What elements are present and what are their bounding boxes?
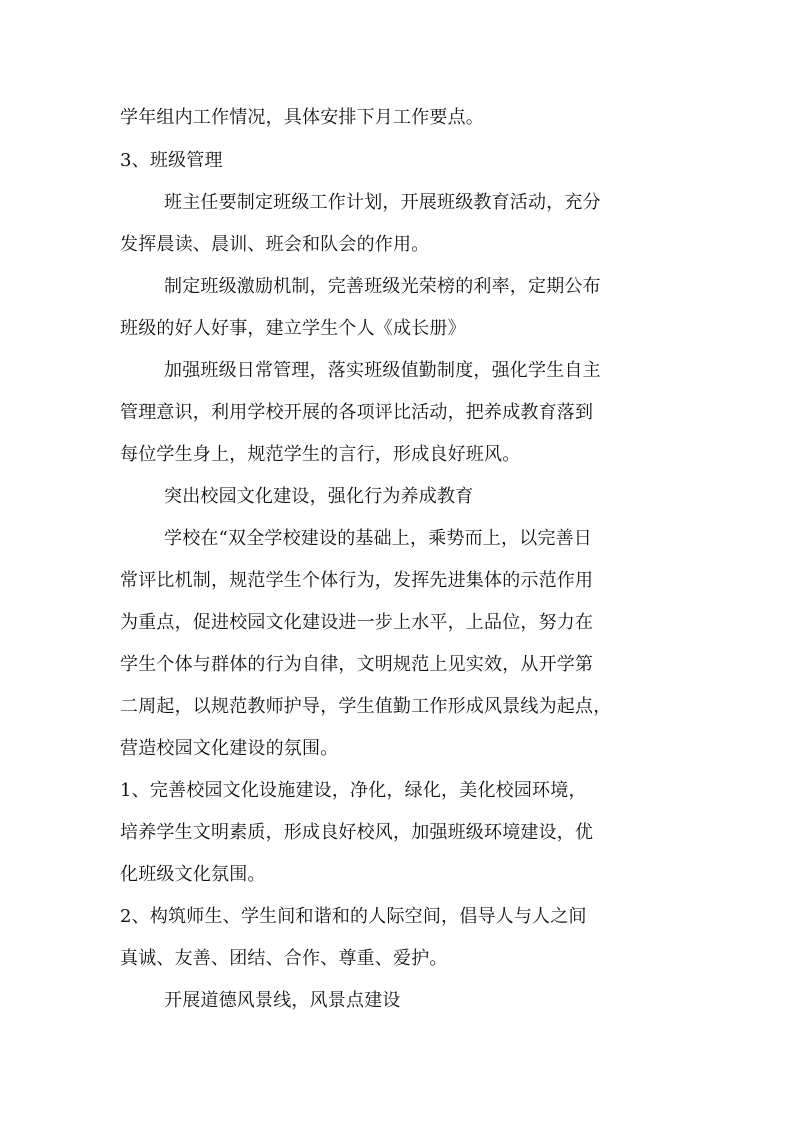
text-line: 化班级文化氛围。: [120, 864, 266, 885]
text-line: 为重点，促进校园文化建设进一步上水平，上品位，努力在: [120, 612, 594, 633]
text-line: 二周起，以规范教师护导，学生值勤工作形成风景线为起点，: [120, 696, 612, 717]
section-heading: 开展道德风景线，风景点建设: [164, 990, 401, 1011]
text-line: 真诚、友善、团结、合作、尊重、爱护。: [120, 948, 448, 969]
text-line: 每位学生身上，规范学生的言行，形成良好班风。: [120, 444, 521, 465]
section-heading: 3、班级管理: [120, 150, 223, 171]
text-line: 营造校园文化建设的氛围。: [120, 738, 339, 759]
text-line: 学年组内工作情况，具体安排下月工作要点。: [120, 107, 484, 128]
text-line: 常评比机制，规范学生个体行为，发挥先进集体的示范作用: [120, 570, 594, 591]
text-line: 学生个体与群体的行为自律，文明规范上见实效，从开学第: [120, 654, 594, 675]
text-line: 2、构筑师生、学生间和谐和的人际空间，倡导人与人之间: [120, 906, 587, 927]
section-heading: 突出校园文化建设，强化行为养成教育: [164, 486, 474, 507]
text-line: 学校在“双全学校建设的基础上，乘势而上，以完善日: [164, 528, 592, 549]
text-line: 培养学生文明素质，形成良好校风，加强班级环境建设，优: [120, 822, 594, 843]
text-line: 班级的好人好事，建立学生个人《成长册》: [120, 318, 466, 339]
text-line: 班主任要制定班级工作计划，开展班级教育活动，充分: [164, 192, 601, 213]
text-line: 加强班级日常管理，落实班级值勤制度，强化学生自主: [164, 360, 601, 381]
text-line: 1、完善校园文化设施建设，净化，绿化，美化校园环境，: [120, 780, 587, 801]
text-line: 制定班级激励机制，完善班级光荣榜的利率，定期公布: [164, 276, 601, 297]
text-line: 发挥晨读、晨训、班会和队会的作用。: [120, 234, 430, 255]
text-line: 管理意识，利用学校开展的各项评比活动，把养成教育落到: [120, 402, 594, 423]
